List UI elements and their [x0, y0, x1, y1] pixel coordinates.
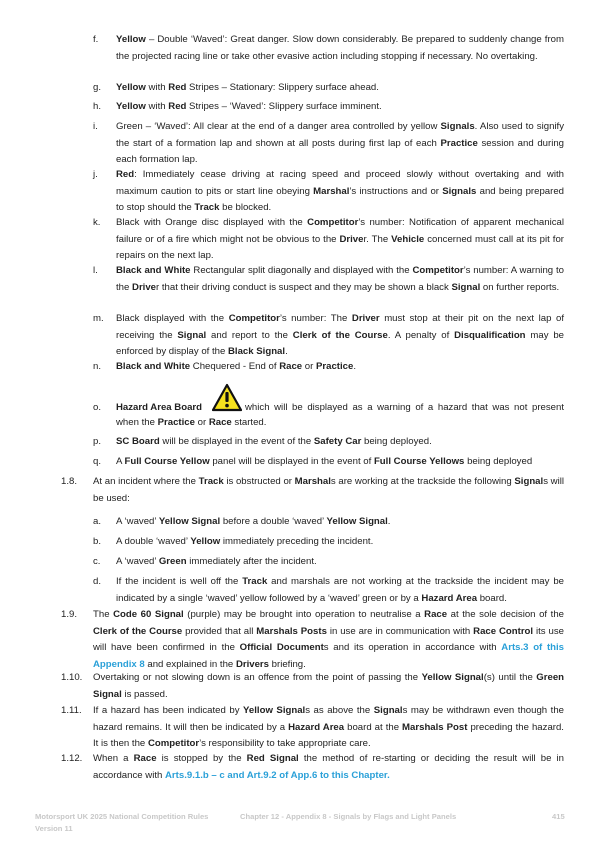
footer-chapter: Chapter 12 - Appendix 8 - Signals by Flags and Light Panels	[240, 812, 457, 821]
section-number: 1.8.	[61, 476, 78, 487]
defined-term: Race	[208, 417, 232, 428]
list-item-k: Black with Orange disc displayed with the Competitor’s number: Notification of apparent mechanical failure or of a fire which might not be obvious to the Driver. The Vehicle concerned must call at its pit for repairs on the next lap.	[116, 217, 564, 262]
defined-term: Competitor	[228, 313, 280, 324]
defined-term: Hazard Area	[288, 721, 345, 733]
list-item-d: If the incident is well off the Track and marshals are not working at the trackside the incident may be indicated by a single ‘waved’ yellow followed by a ‘waved’ green or by a Hazard Area board.	[116, 576, 564, 604]
footer-page-number: 415	[552, 812, 565, 821]
item-label: n.	[93, 361, 102, 372]
list-item-i: Green – ‘Waved’: All clear at the end of a danger area controlled by yellow Signals. Also used to signify the start of a formation lap and shown at all posts during first lap of each Practice session and during each formation lap.	[116, 121, 564, 166]
footer-title: Motorsport UK 2025 National Competition Rules	[35, 812, 209, 821]
item-label: g.	[93, 82, 102, 93]
hazard-board-description-cont: when the Practice or Race started.	[116, 417, 267, 428]
defined-term: Competitor	[307, 217, 359, 228]
list-item-b: A double ‘waved’ Yellow immediately preceding the incident.	[116, 536, 374, 547]
item-label: f.	[93, 34, 99, 45]
item-label: b.	[93, 536, 102, 547]
cross-reference-link[interactable]: Arts.9.1.b – c and Art.9.2 of App.6 to this Chapter.	[165, 769, 390, 781]
item-label: j.	[93, 169, 98, 180]
defined-term: Competitor	[412, 265, 464, 276]
defined-term: Green Signal	[93, 672, 565, 700]
defined-term: Yellow	[116, 34, 146, 45]
defined-term: Black and White	[116, 265, 191, 276]
item-label: o.	[93, 402, 102, 413]
defined-term: Race	[279, 361, 303, 372]
defined-term: Yellow	[116, 82, 146, 93]
defined-term: Yellow Signal	[326, 516, 388, 527]
section-number: 1.12.	[61, 753, 83, 764]
list-item-l: Black and White Rectangular split diagonally and displayed with the Competitor’s number: A warning to the Driver that their driving conduct is suspect and they may be shown a black Signal on further reports.	[116, 265, 564, 293]
hazard-board-description: which will be displayed as a warning of a hazard that was not present	[245, 402, 564, 413]
defined-term: SC Board	[116, 436, 160, 447]
list-item-j: Red: Immediately cease driving at racing speed and proceed slowly without overtaking and with maximum caution to pits or start line obeying Marshal’s instructions and or Signals and being prepared to stop should the Track be blocked.	[116, 169, 564, 214]
defined-term: Full Course Yellow	[124, 456, 210, 467]
item-label: m.	[93, 313, 104, 324]
hazard-warning-icon	[212, 383, 242, 413]
defined-term: Signal	[514, 476, 544, 487]
defined-term: Disqualification	[454, 329, 526, 341]
section-number: 1.9.	[61, 609, 78, 620]
defined-term: Practice	[316, 361, 354, 372]
list-item-c: A ‘waved’ Green immediately after the incident.	[116, 556, 317, 567]
defined-term: Track	[194, 202, 220, 214]
defined-term: Track	[242, 576, 268, 587]
list-item-h: Yellow with Red Stripes – ‘Waved’: Slippery surface imminent.	[116, 101, 382, 112]
defined-term: Hazard Area	[421, 592, 478, 604]
defined-term: Driver	[351, 313, 380, 324]
defined-term: Signal	[451, 281, 481, 293]
cross-reference-link[interactable]: Arts.3 of this Appendix 8	[93, 642, 565, 670]
defined-term: Green	[158, 556, 187, 567]
section-1-11: If a hazard has been indicated by Yellow Signals as above the Signals may be withdrawn even though the hazard remains. It will then be indicated by a Hazard Area board at the Marshals Post preceding the hazard. It is then the Competitor’s responsibility to take appropriate care.	[93, 705, 564, 750]
defined-term: Drivers	[235, 658, 270, 670]
defined-term: Clerk of the Course	[292, 329, 388, 341]
item-label: d.	[93, 576, 102, 587]
list-item-a: A ‘waved’ Yellow Signal before a double ‘waved’ Yellow Signal.	[116, 516, 391, 527]
list-item-n: Black and White Chequered - End of Race or Practice.	[116, 361, 357, 372]
defined-term: Practice	[157, 417, 195, 428]
defined-term: Marshal	[294, 476, 331, 487]
defined-term: Competitor	[147, 738, 200, 750]
defined-term: Red	[116, 169, 135, 180]
defined-term: Code 60 Signal	[113, 609, 184, 620]
item-label: a.	[93, 516, 102, 527]
item-label: c.	[93, 556, 101, 567]
item-label: l.	[93, 265, 98, 276]
hazard-area-board-title: Hazard Area Board	[116, 402, 203, 413]
list-item-m: Black displayed with the Competitor’s number: The Driver must stop at their pit on the next lap of receiving the Signal and report to the Clerk of the Course. A penalty of Disqualification may be enforced by display of the Black Signal.	[116, 313, 565, 358]
defined-term: Race	[133, 753, 157, 764]
section-1-12: When a Race is stopped by the Red Signal the method of re-starting or deciding the result will be in accordance with Arts.9.1.b – c and Art.9.2 of App.6 to this Chapter.	[93, 753, 564, 781]
section-number: 1.11.	[61, 705, 82, 716]
defined-term: Safety Car	[313, 436, 362, 447]
defined-term: Signal	[373, 705, 403, 716]
defined-term: Vehicle	[391, 233, 425, 245]
section-1-8: At an incident where the Track is obstructed or Marshals are working at the trackside the following Signals will be used:	[93, 476, 564, 504]
defined-term: Yellow Signal	[243, 705, 306, 716]
list-item-p: SC Board will be displayed in the event of the Safety Car being deployed.	[116, 436, 432, 447]
defined-term: Yellow Signal	[421, 672, 484, 683]
section-number: 1.10.	[61, 672, 83, 683]
list-item-q: A Full Course Yellow panel will be displayed in the event of Full Course Yellows being deployed	[116, 456, 533, 467]
defined-term: Official Document	[239, 642, 324, 654]
item-label: p.	[93, 436, 102, 447]
defined-term: Practice	[440, 137, 478, 149]
item-label: k.	[93, 217, 101, 228]
defined-term: Red Signal	[246, 753, 299, 764]
defined-term: Marshal	[313, 185, 350, 197]
list-item-g: Yellow with Red Stripes – Stationary: Slippery surface ahead.	[116, 82, 379, 93]
defined-term: Signals	[442, 185, 477, 197]
defined-term: Red	[168, 82, 187, 93]
section-1-10: Overtaking or not slowing down is an offence from the point of passing the Yellow Signal(s) until the Green Signal is passed.	[93, 672, 565, 700]
defined-term: Marshals Post	[402, 721, 468, 733]
item-label: q.	[93, 456, 102, 467]
defined-term: Yellow Signal	[158, 516, 221, 527]
item-label: h.	[93, 101, 102, 112]
section-1-9: The Code 60 Signal (purple) may be brought into operation to neutralise a Race at the sole decision of the Clerk of the Course provided that all Marshals Posts in use are in communication with Race Control its use will have been confirmed in the Official Documents and its operation in accordance with Arts.3 of this Appendix 8 and explained in the Drivers briefing.	[93, 609, 565, 670]
defined-term: Drive	[339, 233, 364, 245]
defined-term: Marshals Posts	[256, 625, 327, 637]
defined-term: Track	[198, 476, 224, 487]
footer-version: Version 11	[35, 824, 73, 833]
defined-term: Full Course Yellows	[373, 456, 465, 467]
defined-term: Race Control	[473, 625, 534, 637]
defined-term: Red	[168, 101, 187, 112]
defined-term: Clerk of the Course	[93, 625, 183, 637]
defined-term: Race	[424, 609, 448, 620]
list-item-f: Yellow – Double ‘Waved’: Great danger. Slow down considerably. Be prepared to suddenly change from the projected racing line or take other evasive action including stopping if necessary. No overtaking.	[116, 34, 564, 62]
item-label: i.	[93, 121, 98, 132]
defined-term: Yellow	[116, 101, 146, 112]
defined-term: Signals	[440, 121, 475, 132]
defined-term: Black Signal	[228, 346, 286, 358]
defined-term: Drive	[132, 281, 157, 293]
defined-term: Black and White	[116, 361, 191, 372]
defined-term: Yellow	[190, 536, 221, 547]
defined-term: Signal	[177, 329, 207, 341]
